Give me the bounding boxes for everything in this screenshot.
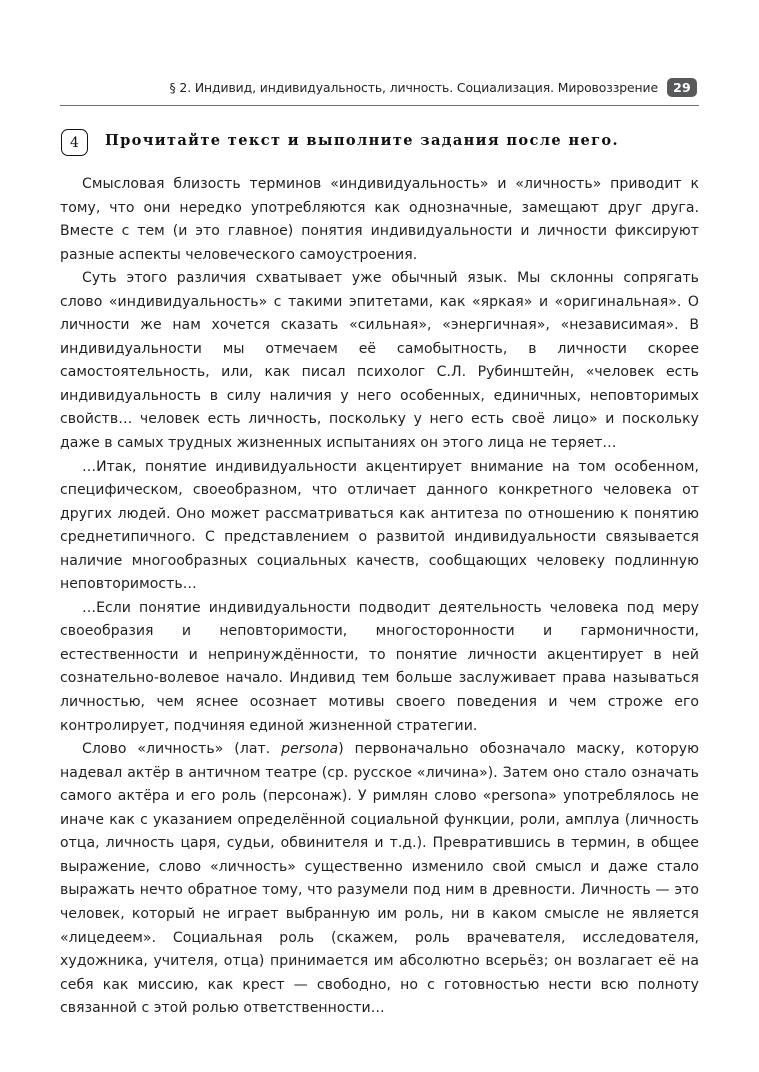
running-header [60, 72, 699, 102]
task-header [60, 128, 699, 156]
textbook-page [0, 72, 759, 1072]
task-number-box: 4 [61, 129, 88, 156]
paragraph-with-latin-term [60, 738, 699, 1021]
latin-term-persona: persona [281, 741, 339, 758]
paragraph: Суть этого различия схватывает уже обычный язык. Мы склонны сопрягать слово «индивидуальность» с такими эпитетами, как «яркая» и «оригинальная». О личности же нам хочется сказать «сильная», «энергичная», «независимая». В индивидуальности мы отмечаем её самобытность, в личности скорее самостоятельность, или, как писал психолог С.Л. Рубинштейн, «человек есть индивидуальность в силу наличия у него особенных, единичных, неповторимых свойств… человек есть личность, поскольку у него есть своё лицо» и поскольку даже в самых трудных жизненных испытаниях он этого лица не теряет… [60, 270, 699, 452]
task-instruction: Прочитайте текст и выполните задания после него. [105, 132, 619, 149]
paragraph: …Если понятие индивидуальности подводит деятельность человека под меру своеобразия и неповторимости, многосторонности и гармоничности, естественности и непринуждённости, то понятие личности акцентирует в ней сознательно-волевое начало. Индивид тем больше заслуживает права называться личностью, чем яснее осознает мотивы своего поведения и чем строже его контролирует, подчиняя единой жизненной стратегии. [60, 599, 699, 734]
page-number-badge: 29 [667, 78, 697, 97]
header-divider [60, 105, 699, 106]
paragraph: …Итак, понятие индивидуальности акцентирует внимание на том особенном, специфическом, своеобразном, что отличает данного конкретного человека от других людей. Оно может рассматриваться как антитеза по отношению к понятию среднетипичного. С представлением о развитой индивидуальности связывается наличие многообразных социальных качеств, сообщающих человеку подлинную неповторимость… [60, 458, 699, 593]
paragraph: Смысловая близость терминов «индивидуальность» и «личность» приводит к тому, что они нередко употребляются как однозначные, замещают друг друга. Вместе с тем (и это главное) понятия индивидуальности и личности фиксируют разные аспекты человеческого самоустроения. [60, 176, 699, 263]
section-title: § 2. Индивид, индивидуальность, личность. Социализация. Мировоззрение [169, 79, 658, 95]
paragraph-text-after-italic: ) первоначально обозначало маску, которую надевал актёр в античном театре (ср. русское «личина»). Затем оно стало означать самого актёра и его роль (персонаж). У римлян слово «persona» употреблялось не иначе как с указанием определённой социальной функции, роли, амплуа (личность отца, личность царя, судьи, обвинителя и т.д.). Превратившись в термин, в общее выражение, слово «личность» существенно изменило свой смысл и даже стало выражать нечто обратное тому, что разумели под ним в древности. Личность — это человек, который не играет выбранную им роль, ни в каком смысле не является «лицедеем». Социальная роль (скажем, роль врачевателя, исследователя, художника, учителя, отца) принимается им абсолютно всерьёз; он возлагает её на себя как миссию, как крест — свободно, но с готовностью нести всю полноту связанной с этой ролью ответственности… [60, 741, 699, 1017]
body-text [60, 173, 699, 1021]
paragraph-text-before-italic: Слово «личность» (лат. [82, 741, 282, 758]
